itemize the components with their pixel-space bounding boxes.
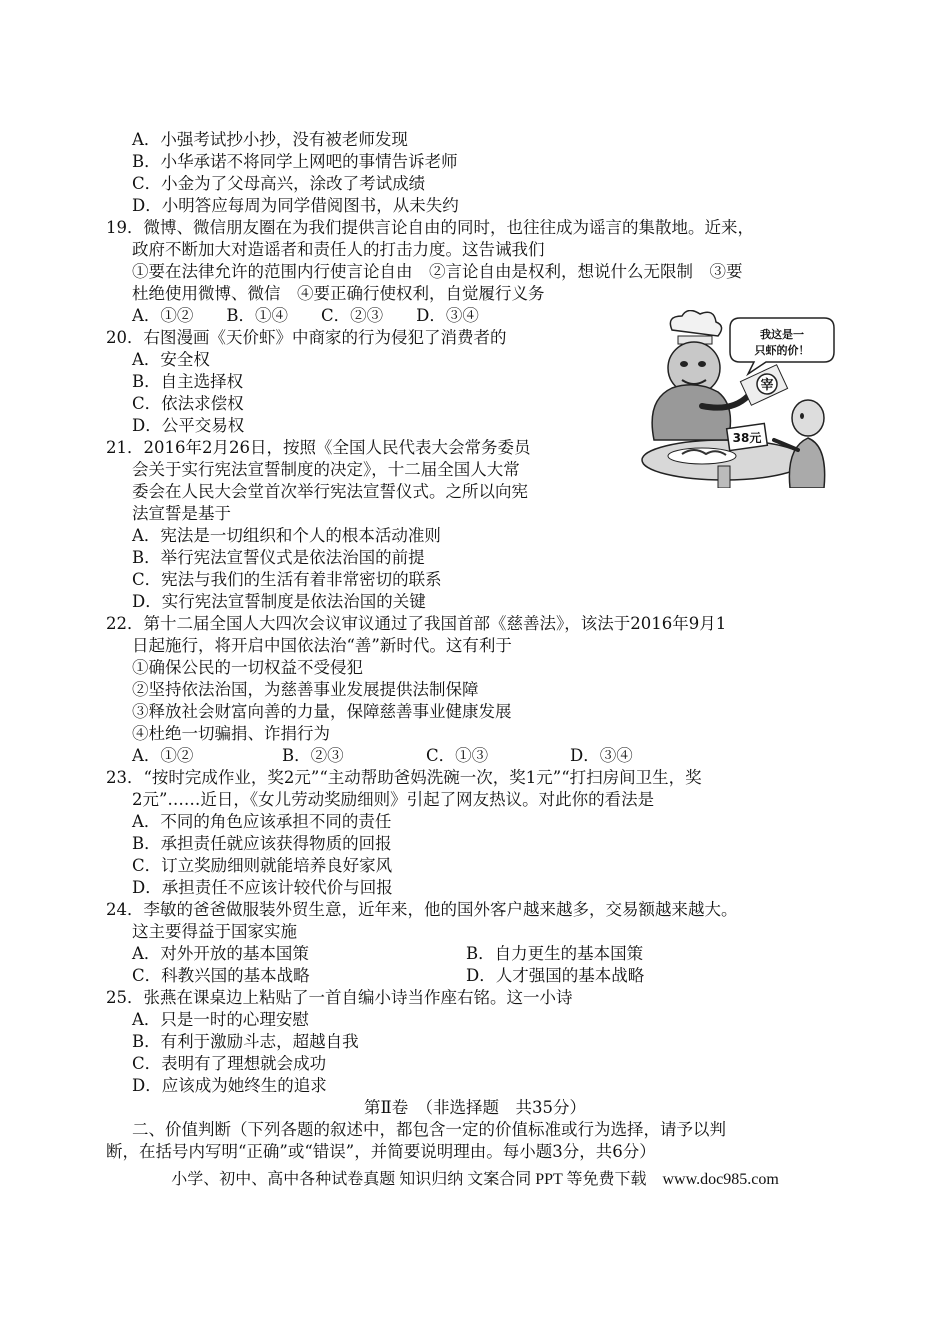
q25-option-d: D．应该成为她终生的追求: [132, 1076, 327, 1095]
q21-option-b: B．举行宪法宣誓仪式是依法治国的前提: [132, 548, 425, 567]
q18-option-d: D．小明答应每周为同学借阅图书，从未失约: [132, 196, 459, 215]
q20-option-a: A．安全权: [132, 350, 210, 369]
q22-item-2: ②坚持依法治国，为慈善事业发展提供法制保障: [132, 680, 479, 699]
q19-stem-line2: 政府不断加大对造谣者和责任人的打击力度。这告诫我们: [132, 240, 545, 259]
q23-option-d: D．承担责任不应该计较代价与回报: [132, 878, 393, 897]
q25-option-a: A．只是一时的心理安慰: [132, 1010, 309, 1029]
q25-stem: 25．张燕在课桌边上粘贴了一首自编小诗当作座右铭。这一小诗: [106, 988, 573, 1007]
q18-option-c: C．小金为了父母高兴，涂改了考试成绩: [132, 174, 426, 193]
q18-option-a: A．小强考试抄小抄，没有被老师发现: [132, 130, 408, 149]
q21-option-d: D．实行宪法宣誓制度是依法治国的关键: [132, 592, 426, 611]
q19-items-line1: ①要在法律允许的范围内行使言论自由 ②言论自由是权利，想说什么无限制 ③要: [132, 262, 743, 281]
q19-options: A．①② B．①④ C．②③ D．③④: [132, 306, 479, 325]
q21-stem-line4: 法宣誓是基于: [132, 504, 231, 523]
q21-stem-line2: 会关于实行宪法宣誓制度的决定》，十二届全国人大常: [132, 460, 520, 479]
q21-option-a: A．宪法是一切组织和个人的根本活动准则: [132, 526, 441, 545]
q22-item-1: ①确保公民的一切权益不受侵犯: [132, 658, 363, 677]
q22-item-3: ③释放社会财富向善的力量，保障慈善事业健康发展: [132, 702, 512, 721]
q24-option-a: A．对外开放的基本国策: [132, 944, 309, 963]
page-footer: 小学、初中、高中各种试卷真题 知识归纳 文案合同 PPT 等免费下载 www.doc985.com: [171, 1171, 779, 1188]
q23-option-a: A．不同的角色应该承担不同的责任: [132, 812, 392, 831]
q24-stem-line2: 这主要得益于国家实施: [132, 922, 297, 941]
section2-title: 第Ⅱ卷 （非选择题 共35分）: [364, 1098, 586, 1117]
q20-stem: 20．右图漫画《天价虾》中商家的行为侵犯了消费者的: [106, 328, 507, 347]
q24-option-b: B．自力更生的基本国策: [466, 944, 644, 963]
section2-instruction-line2: 断，在括号内写明“正确”或“错误”，并简要说明理由。每小题3分，共6分）: [106, 1142, 656, 1161]
q24-option-d: D．人才强国的基本战略: [466, 966, 645, 985]
q23-option-c: C．订立奖励细则就能培养良好家风: [132, 856, 393, 875]
seal-text: 宰: [760, 378, 774, 393]
q20-option-b: B．自主选择权: [132, 372, 244, 391]
bubble-line1: 我这是一: [760, 328, 804, 341]
q22-stem-line2: 日起施行，将开启中国依法治“善”新时代。这有利于: [132, 636, 512, 655]
q21-stem-line3: 委会在人民大会堂首次举行宪法宣誓仪式。之所以向宪: [132, 482, 528, 501]
q23-stem-line1: 23．“按时完成作业，奖2元”“主动帮助爸妈洗碗一次，奖1元”“打扫房间卫生，奖: [106, 768, 702, 787]
cartoon-expensive-shrimp: [632, 310, 842, 488]
q21-stem-line1: 21．2016年2月26日，按照《全国人民代表大会常务委员: [106, 438, 531, 457]
q23-stem-line2: 2元”……近日，《女儿劳动奖励细则》引起了网友热议。对此你的看法是: [132, 790, 655, 809]
bubble-line2: 只虾的价！: [754, 344, 810, 357]
q19-items-line2: 杜绝使用微博、微信 ④要正确行使权利，自觉履行义务: [132, 284, 545, 303]
q23-option-b: B．承担责任就应该获得物质的回报: [132, 834, 392, 853]
q22-option-b: B．②③: [282, 746, 344, 765]
q24-option-c: C．科教兴国的基本战略: [132, 966, 310, 985]
q18-option-b: B．小华承诺不将同学上网吧的事情告诉老师: [132, 152, 458, 171]
q21-option-c: C．宪法与我们的生活有着非常密切的联系: [132, 570, 442, 589]
q22-option-c: C．①③: [426, 746, 489, 765]
q20-option-c: C．依法求偿权: [132, 394, 244, 413]
q19-stem-line1: 19．微博、微信朋友圈在为我们提供言论自由的同时，也往往成为谣言的集散地。近来，: [106, 218, 754, 237]
q22-stem-line1: 22．第十二届全国人大四次会议审议通过了我国首部《慈善法》，该法于2016年9月1: [106, 614, 727, 633]
section2-instruction-line1: 二、价值判断（下列各题的叙述中，都包含一定的价值标准或行为选择，请予以判: [132, 1120, 726, 1139]
q22-item-4: ④杜绝一切骗捐、诈捐行为: [132, 724, 330, 743]
q22-option-a: A．①②: [132, 746, 194, 765]
q22-option-d: D．③④: [570, 746, 633, 765]
price-tag-text: 38元: [732, 431, 762, 445]
q20-option-d: D．公平交易权: [132, 416, 245, 435]
q25-option-b: B．有利于激励斗志，超越自我: [132, 1032, 359, 1051]
q24-stem-line1: 24．李敏的爸爸做服装外贸生意，近年来，他的国外客户越来越多，交易额越来越大。: [106, 900, 738, 919]
q25-option-c: C．表明有了理想就会成功: [132, 1054, 327, 1073]
